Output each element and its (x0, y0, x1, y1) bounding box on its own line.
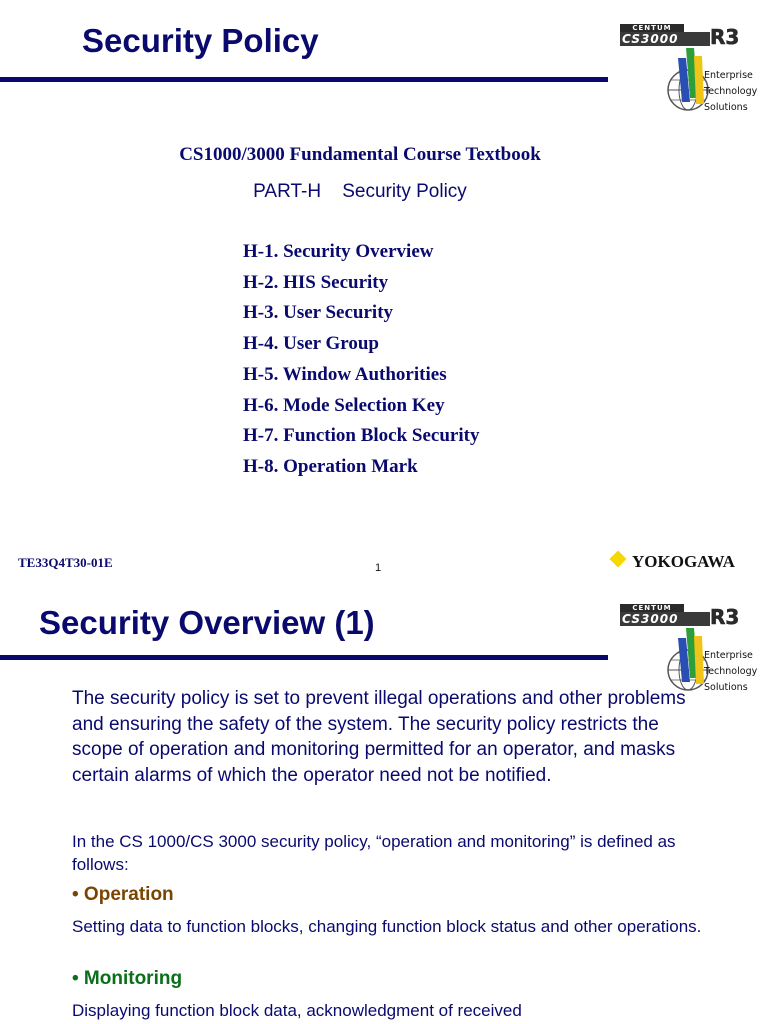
logo-word-enterprise: Enterprise (704, 70, 753, 81)
title-rule (0, 77, 608, 82)
part-heading: PART-H Security Policy (253, 181, 467, 202)
brand-name: YOKOGAWA (632, 552, 735, 571)
logo-r3-text: R3 (710, 25, 740, 49)
table-of-contents (243, 237, 479, 483)
operation-description: Setting data to function blocks, changing function block status and other operations. (72, 917, 702, 936)
logo-centum-text: CENTUM (620, 604, 684, 612)
toc-item: H-3. User Security (243, 302, 394, 324)
toc-item: H-2. HIS Security (243, 271, 389, 293)
logo-word-technology: Technology (704, 86, 758, 97)
toc-item: H-7. Function Block Security (243, 425, 480, 447)
logo-cs3000-text: CS3000 (620, 612, 710, 626)
centum-r3-logo (618, 22, 768, 122)
toc-item: H-8. Operation Mark (243, 455, 418, 477)
logo-word-solutions: Solutions (704, 102, 748, 113)
toc-item: H-1. Security Overview (243, 241, 434, 262)
page-number: 1 (375, 562, 382, 574)
slide-title: Security Policy (82, 22, 319, 59)
definition-paragraph: In the CS 1000/CS 3000 security policy, “operation and monitoring” is defined as follows: (72, 832, 676, 874)
logo-cs3000-text: CS3000 (620, 32, 710, 46)
logo-word-enterprise: Enterprise (704, 650, 753, 661)
logo-r3-text: R3 (710, 605, 740, 629)
toc-item: H-5. Window Authorities (243, 363, 447, 385)
document-code: TE33Q4T30-01E (18, 555, 113, 570)
monitoring-bullet: • Monitoring (72, 968, 183, 989)
logo-taglines (704, 68, 757, 116)
course-subtitle: CS1000/3000 Fundamental Course Textbook (179, 144, 541, 165)
toc-item: H-4. User Group (243, 333, 379, 355)
logo-centum-text: CENTUM (620, 24, 684, 32)
monitoring-description: Displaying function block data, acknowledgment of received (72, 1001, 522, 1020)
slide-2 (0, 588, 768, 1024)
intro-paragraph: The security policy is set to prevent illegal operations and other problems and ensuring the safety of the system. The security policy restricts the scope of operation and monitoring permitted for an operator, and masks certain alarms of which the operator need not be notified. (72, 688, 686, 787)
slide-title: Security Overview (1) (39, 604, 375, 641)
yokogawa-diamond-icon (610, 551, 627, 568)
logo-word-technology: Technology (704, 666, 758, 677)
operation-bullet: • Operation (72, 884, 174, 905)
logo-word-solutions: Solutions (704, 682, 748, 693)
yokogawa-brand (609, 552, 735, 572)
logo-wordmark (620, 24, 762, 49)
title-rule (0, 655, 608, 660)
logo-wordmark (620, 604, 762, 629)
toc-item: H-6. Mode Selection Key (243, 394, 445, 416)
